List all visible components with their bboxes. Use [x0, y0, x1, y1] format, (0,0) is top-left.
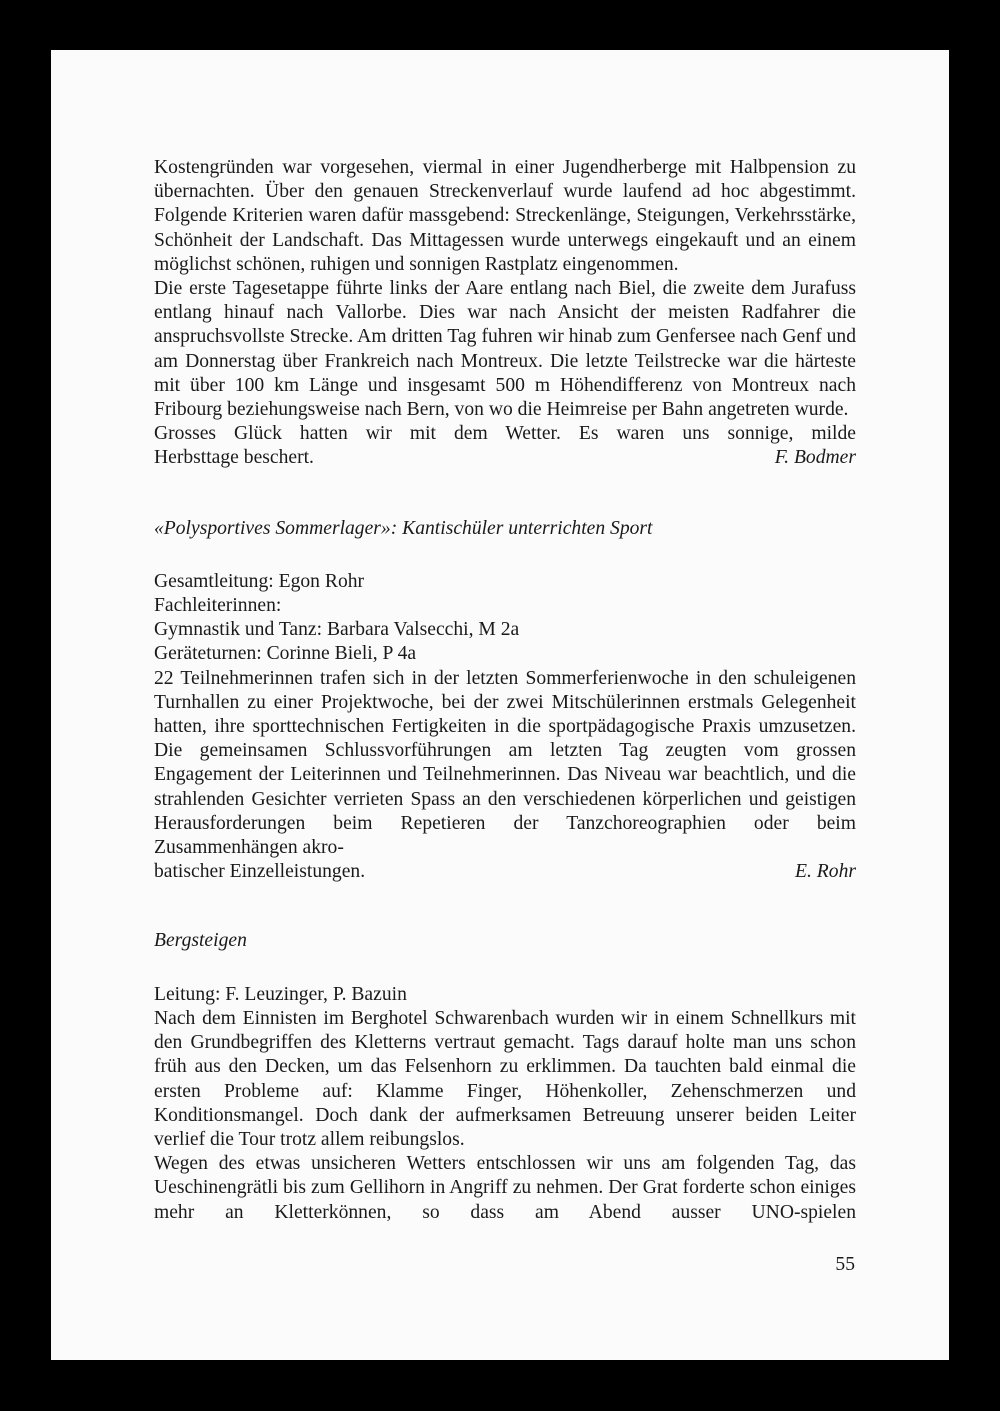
intro-paragraph-1: Kostengründen war vorgesehen, viermal in einer Jugendherberge mit Halbpension zu übernachten. Über den genauen Streckenverlauf wurde laufend ad hoc abgestimmt. Folgende Kriterien waren dafür massgebend: Streckenlänge, Steigungen, Verkehrsstärke, Schönheit der Landschaft. Das Mittagessen wurde unterwegs eingekauft und an einem möglichst schönen, ruhigen und sonnigen Rastplatz eingenommen.	[154, 157, 856, 275]
section-heading: «Polysportives Sommerlager»: Kantischüler unterrichten Sport	[154, 517, 653, 539]
info-line: Geräteturnen: Corinne Bieli, P 4a	[154, 643, 417, 665]
page-number: 55	[835, 1254, 855, 1275]
info-line: Fachleiterinnen:	[154, 595, 282, 617]
author-signature: F. Bodmer	[774, 447, 856, 469]
intro-paragraph-3: Grosses Glück hatten wir mit dem Wetter. Es waren uns sonnige, milde	[154, 423, 856, 445]
intro-closing-text: Herbsttage beschert.	[154, 447, 314, 469]
info-line: Gesamtleitung: Egon Rohr	[154, 570, 365, 592]
section-body-paragraph: Wegen des etwas unsicheren Wetters entschlossen wir uns am folgenden Tag, das Ueschinengrätli bis zum Gellihorn in Angriff zu nehmen. Der Grat forderte schon einiges mehr an Kletterkönnen, so dass am Abend ausser UNO-spielen	[154, 1153, 856, 1223]
section-body-paragraph: 22 Teilnehmerinnen trafen sich in der letzten Sommerferienwoche in den schuleigenen Turnhallen zu einer Projektwoche, bei der zwei Mitschülerinnen erstmals Gelegenheit hatten, ihre sporttechnischen Fertigkeiten in die sportpädagogische Praxis umzusetzen. Die gemeinsamen Schlussvorführungen am letzten Tag zeugten vom grossen Engagement der Leiterinnen und Teilnehmerinnen. Das Niveau war beachtlich, und die strahlenden Gesichter verrieten Spass an den verschiedenen körperlichen und geistigen Herausforderungen beim Repetieren der Tanzchoreographien oder beim Zusammenhängen akro-	[154, 667, 856, 859]
info-line: Gymnastik und Tanz: Barbara Valsecchi, M 2a	[154, 619, 520, 641]
intro-closing-line	[154, 446, 856, 470]
intro-paragraph-2: Die erste Tagesetappe führte links der Aare entlang nach Biel, die zweite dem Jurafuss entlang hinauf nach Vallorbe. Dies war nach Ansicht der meisten Radfahrer die anspruchsvollste Strecke. Am dritten Tag fuhren wir hinab zum Genfersee nach Genf und am Donnerstag über Frankreich nach Montreux. Die letzte Teilstrecke war die härteste mit über 100 km Länge und insgesamt 500 m Höhendifferenz von Montreux nach Fribourg beziehungsweise nach Bern, von wo die Heimreise per Bahn angetreten wurde.	[154, 278, 856, 421]
page-sheet	[51, 50, 949, 1360]
text-column	[154, 156, 856, 1225]
section-body-paragraph: Nach dem Einnisten im Berghotel Schwarenbach wurden wir in einem Schnellkurs mit den Grundbegriffen des Kletterns vertraut gemacht. Tags darauf holte man uns schon früh aus den Decken, um das Felsenhorn zu erklimmen. Da tauchten bald einmal die ersten Probleme auf: Klamme Finger, Höhenkoller, Zehenschmerzen und Konditionsmangel. Doch dank der aufmerksamen Betreuung unserer beiden Leiter verlief die Tour trotz allem reibungslos.	[154, 1007, 856, 1150]
section-closing-text: batischer Einzelleistungen.	[154, 861, 366, 883]
info-line: Leitung: F. Leuzinger, P. Bazuin	[154, 983, 407, 1005]
author-signature: E. Rohr	[795, 861, 856, 883]
section-heading: Bergsteigen	[154, 930, 247, 952]
section-closing-line	[154, 860, 856, 884]
